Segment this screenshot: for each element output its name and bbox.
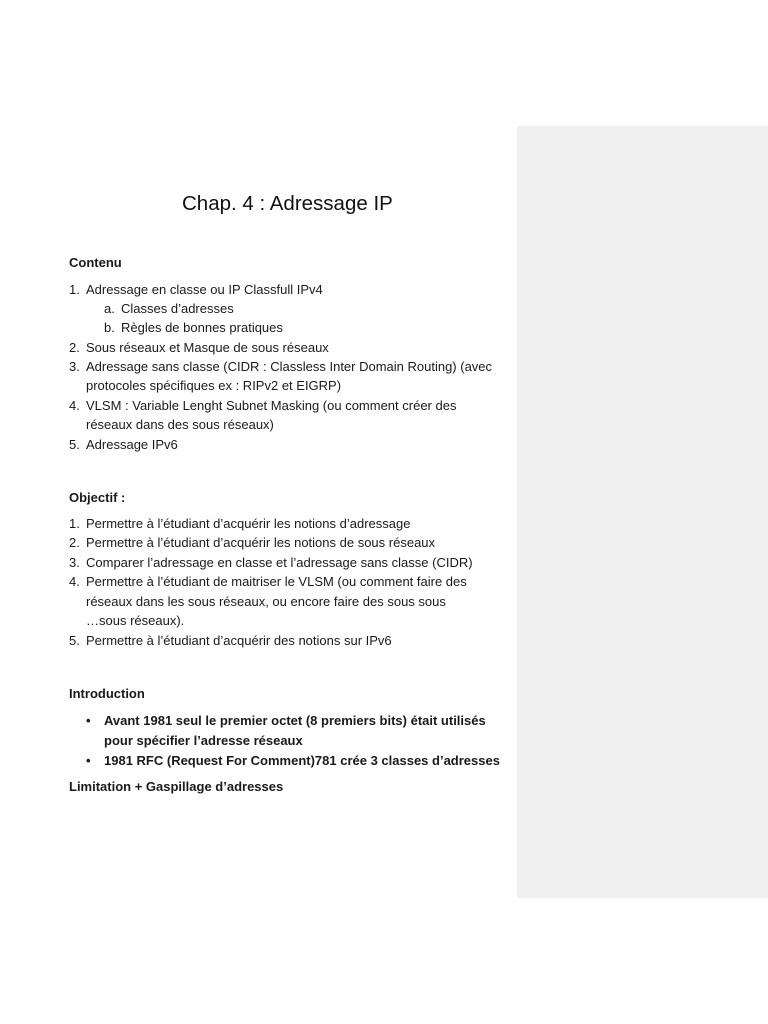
contenu-heading: Contenu [69, 255, 122, 270]
list-text: pour spécifier l’adresse réseaux [104, 733, 303, 748]
list-letter: b. [104, 320, 115, 335]
list-text: Adressage IPv6 [86, 437, 178, 452]
list-text: Comparer l’adressage en classe et l’adressage sans classe (CIDR) [86, 555, 473, 570]
list-text: Règles de bonnes pratiques [121, 320, 283, 335]
list-number: 1. [69, 282, 80, 297]
list-text: Classes d’adresses [121, 301, 234, 316]
list-text: Sous réseaux et Masque de sous réseaux [86, 340, 329, 355]
list-number: 4. [69, 574, 80, 589]
list-text: VLSM : Variable Lenght Subnet Masking (ou comment créer des [86, 398, 457, 413]
list-text: protocoles spécifiques ex : RIPv2 et EIGRP) [86, 378, 342, 393]
list-number: 2. [69, 535, 80, 550]
list-text: Permettre à l’étudiant d’acquérir les notions de sous réseaux [86, 535, 436, 550]
list-text: …sous réseaux). [86, 613, 185, 628]
bullet-icon: • [86, 753, 91, 768]
list-text: réseaux dans les sous réseaux, ou encore faire des sous sous [86, 594, 446, 609]
introduction-closing: Limitation + Gaspillage d’adresses [69, 779, 284, 794]
introduction-heading: Introduction [69, 686, 145, 701]
list-text: Avant 1981 seul le premier octet (8 premiers bits) était utilisés [104, 713, 486, 728]
bullet-icon: • [86, 713, 91, 728]
list-text: Permettre à l’étudiant de maitriser le VLSM (ou comment faire des [86, 574, 467, 589]
page-title: Chap. 4 : Adressage IP [182, 192, 393, 215]
list-number: 2. [69, 340, 80, 355]
comment-pane [517, 126, 768, 898]
list-text: Permettre à l’étudiant d’acquérir les notions d’adressage [86, 516, 411, 531]
list-letter: a. [104, 301, 115, 316]
list-text: réseaux dans des sous réseaux) [86, 417, 274, 432]
list-text: Permettre à l’étudiant d’acquérir des notions sur IPv6 [86, 633, 392, 648]
list-number: 5. [69, 437, 80, 452]
list-number: 3. [69, 359, 80, 374]
list-number: 5. [69, 633, 80, 648]
list-text: Adressage en classe ou IP Classfull IPv4 [86, 282, 323, 297]
list-number: 3. [69, 555, 80, 570]
list-text: Adressage sans classe (CIDR : Classless Inter Domain Routing) (avec [86, 359, 493, 374]
objectif-heading: Objectif : [69, 490, 126, 505]
list-number: 4. [69, 398, 80, 413]
list-number: 1. [69, 516, 80, 531]
list-text: 1981 RFC (Request For Comment)781 crée 3 classes d’adresses [104, 753, 500, 768]
